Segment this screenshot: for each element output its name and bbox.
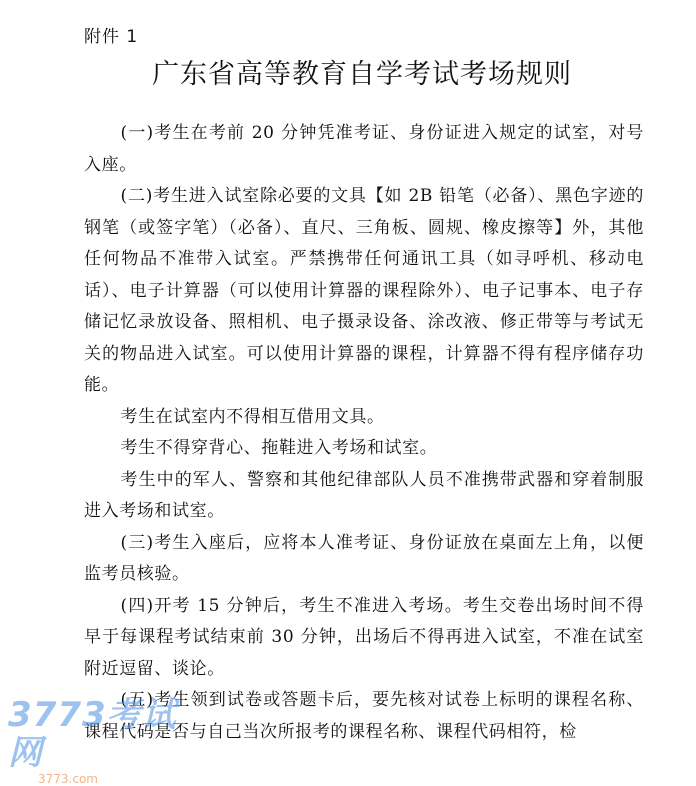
attachment-label: 附件 1 (84, 27, 139, 47)
rule-paragraph-1: (一)考生在考前 20 分钟凭准考证、身份证进入规定的试室，对号入座。 (84, 123, 644, 175)
rule-paragraph-5: 考生中的军人、警察和其他纪律部队人员不准携带武器和穿着制服进入考场和试室。 (84, 469, 644, 521)
rule-paragraph-4: 考生不得穿背心、拖鞋进入考场和试室。 (120, 438, 438, 458)
rule-paragraph-3: 考生在试室内不得相互借用文具。 (120, 406, 385, 427)
rule-paragraph-7: (四)开考 15 分钟后，考生不准进入考场。考生交卷出场时间不得早于每课程考试结束前 30 分钟，出场后不得再进入试室，不准在试室附近逗留、谈论。 (84, 595, 644, 679)
rule-paragraph-6: (三)考生入座后，应将本人准考证、身份证放在桌面左上角，以便监考员核验。 (84, 532, 644, 584)
rule-paragraph-8: (五)考生领到试卷或答题卡后，要先核对试卷上标明的课程名称、课程代码是否与自己当次所报考的课程名称、课程代码相符，检 (84, 690, 644, 742)
watermark-logo: 3773考试网 (8, 695, 177, 773)
rule-paragraph-2: (二)考生进入试室除必要的文具【如 2B 铅笔（必备）、黑色字迹的钢笔（或签字笔）（必备）、直尺、三角板、圆规、橡皮擦等】外，其他任何物品不准带入试室。严禁携带任何通讯工具（如寻呼机、移动电话）、电子计算器（可以使用计算器的课程除外）、电子记事本、电子存储记忆录放设备、照相机、电子摄录设备、涂改液、修正带等与考试无关的物品进入试室。可以使用计算器的课程，计算器不得有程序储存功能。 (84, 186, 644, 395)
document-body (84, 118, 644, 748)
document-title: 广东省高等教育自学考试考场规则 (152, 59, 572, 90)
watermark-url: 3773.com (38, 772, 98, 786)
